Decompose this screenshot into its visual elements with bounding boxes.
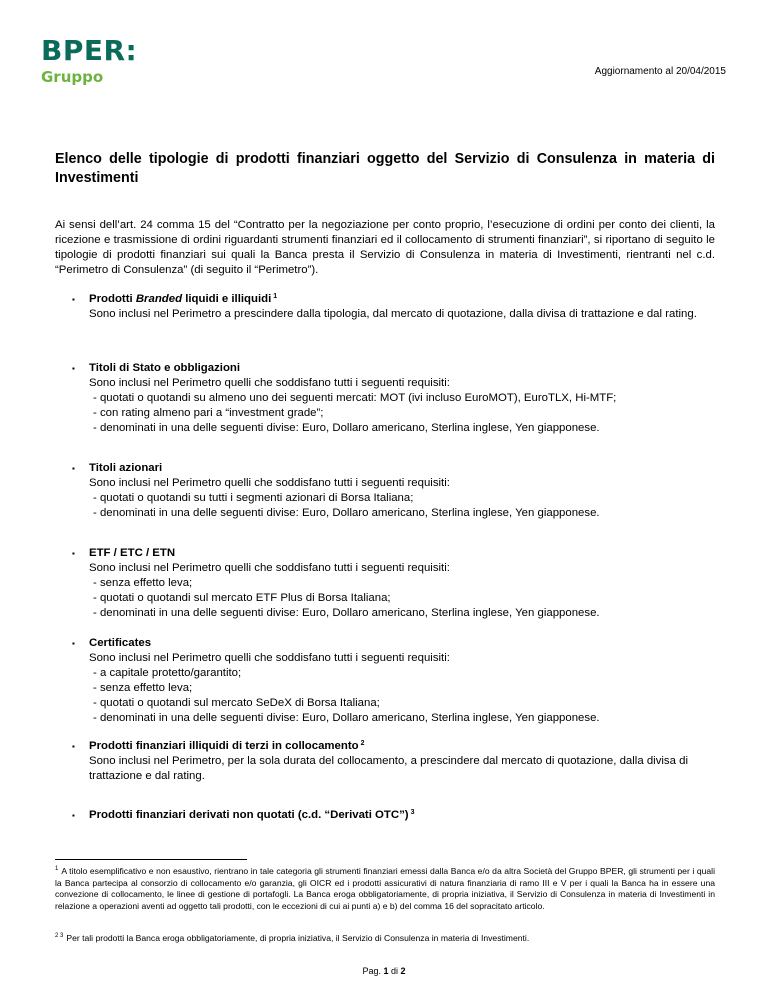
section-title: Prodotti finanziari derivati non quotati (c.d. “Derivati OTC”) $^3$ [89, 809, 415, 821]
section-title: ETF / ETC / ETN [89, 547, 176, 559]
section-text: Sono inclusi nel Perimetro quelli che soddisfano tutti i seguenti requisiti: [89, 477, 450, 489]
bullet-icon: ▪ [72, 549, 75, 558]
footnote-ref[interactable]: 1 [273, 293, 278, 300]
footnote-2-3: $^{2 3}$ Per tali prodotti la Banca eroga obbligatoriamente, di propria iniziativa, il Servizio di Consulenza in materia di Investimenti. [55, 933, 530, 943]
logo-subtitle: Gruppo [41, 68, 104, 86]
footnote-1: $^1$ A titolo esemplificativo e non esaustivo, rientrano in tale categoria gli strumenti finanziari emessi dalla Banca e/o da altra Società del Gruppo BPER, gli strumenti per i quali la Banca partecipa al consorzio di collocamento e/o garanzia, gli OICR ed i prodotti assicurativi di natura finanziaria di ramo III e V per i quali la Banca ha in essere una convezione di collocamento, le linee di gestione di portafogli. La Banca eroga obbligatoriamente, di propria iniziativa, il Servizio di Consulenza in materia di Investimenti in relazione a operazioni aventi ad oggetto tali prodotti, con le eccezioni di cui ai punti a) e b) del comma 16 del sopracitato articolo. [55, 866, 715, 911]
section-titoli-azionari [72, 461, 722, 521]
requirement-item: - quotati o quotandi sul mercato SeDeX di Borsa Italiana; [93, 697, 380, 709]
section-text: Sono inclusi nel Perimetro quelli che soddisfano tutti i seguenti requisiti: [89, 652, 450, 664]
requirement-item: - denominati in una delle seguenti divise: Euro, Dollaro americano, Sterlina inglese, Yen giapponese. [93, 607, 600, 619]
requirement-item: - quotati o quotandi su tutti i segmenti azionari di Borsa Italiana; [93, 492, 414, 504]
section-illiquidi [72, 739, 722, 784]
bullet-icon: ▪ [72, 364, 75, 373]
requirement-item: - senza effetto leva; [93, 682, 193, 694]
requirement-item: - a capitale protetto/garantito; [93, 667, 242, 679]
section-certificates [72, 636, 722, 726]
requirement-item: - denominati in una delle seguenti divise: Euro, Dollaro americano, Sterlina inglese, Yen giapponese. [93, 712, 600, 724]
section-branded [72, 292, 722, 322]
section-titoli-stato [72, 361, 722, 436]
requirement-item: - senza effetto leva; [93, 577, 193, 589]
bullet-icon: ▪ [72, 742, 75, 751]
bullet-icon: ▪ [72, 464, 75, 473]
section-text: Sono inclusi nel Perimetro a prescindere dalla tipologia, dal mercato di quotazione, dalla divisa di trattazione e dal rating. [89, 308, 697, 320]
footnote-ref[interactable]: 3 [410, 809, 415, 816]
section-derivati [72, 808, 722, 823]
section-text: Sono inclusi nel Perimetro quelli che soddisfano tutti i seguenti requisiti: [89, 377, 450, 389]
bullet-icon: ▪ [72, 811, 75, 820]
requirement-item: - con rating almeno pari a “investment grade”; [93, 407, 324, 419]
footnote-ref[interactable]: 2 [360, 740, 365, 747]
document-title: Elenco delle tipologie di prodotti finanziari oggetto del Servizio di Consulenza in materia di Investimenti [55, 151, 715, 186]
section-etf [72, 546, 722, 621]
section-text: Sono inclusi nel Perimetro quelli che soddisfano tutti i seguenti requisiti: [89, 562, 450, 574]
section-title: Prodotti finanziari illiquidi di terzi in collocamento $^2$ [89, 740, 365, 752]
logo-text: BPER: [41, 34, 138, 67]
requirement-item: - denominati in una delle seguenti divise: Euro, Dollaro americano, Sterlina inglese, Yen giapponese. [93, 507, 600, 519]
update-date: Aggiornamento al 20/04/2015 [594, 66, 726, 77]
bper-logo [41, 36, 137, 86]
section-text: Sono inclusi nel Perimetro, per la sola durata del collocamento, a prescindere dal mercato di quotazione, dalla divisa di trattazione e dal rating. [89, 755, 688, 782]
section-title: Certificates [89, 637, 152, 649]
requirement-item: - quotati o quotandi su almeno uno dei seguenti mercati: MOT (ivi incluso EuroMOT), EuroTLX, Hi-MTF; [93, 392, 617, 404]
intro-paragraph: Ai sensi dell’art. 24 comma 15 del “Contratto per la negoziazione per conto proprio, l’esecuzione di ordini per conto dei clienti, la ricezione e trasmissione di ordini riguardanti strumenti finanziari ed il collocamento di strumenti finanziari”, si riportano di seguito le tipologie di prodotti finanziari sui quali la Banca presta il Servizio di Consulenza in materia di Investimenti, rientranti nel c.d. “Perimetro di Consulenza” (di seguito il “Perimetro”). [55, 219, 715, 276]
page-number: Pag. 1 di 2 [362, 966, 406, 976]
requirement-item: - denominati in una delle seguenti divise: Euro, Dollaro americano, Sterlina inglese, Yen giapponese. [93, 422, 600, 434]
footnote-divider [55, 859, 247, 860]
requirement-item: - quotati o quotandi sul mercato ETF Plus di Borsa Italiana; [93, 592, 391, 604]
section-title: Prodotti Branded liquidi e illiquidi $^1$ [89, 293, 278, 305]
bullet-icon: ▪ [72, 295, 75, 304]
bullet-icon: ▪ [72, 639, 75, 648]
section-title: Titoli di Stato e obbligazioni [89, 362, 241, 374]
section-title: Titoli azionari [89, 462, 163, 474]
